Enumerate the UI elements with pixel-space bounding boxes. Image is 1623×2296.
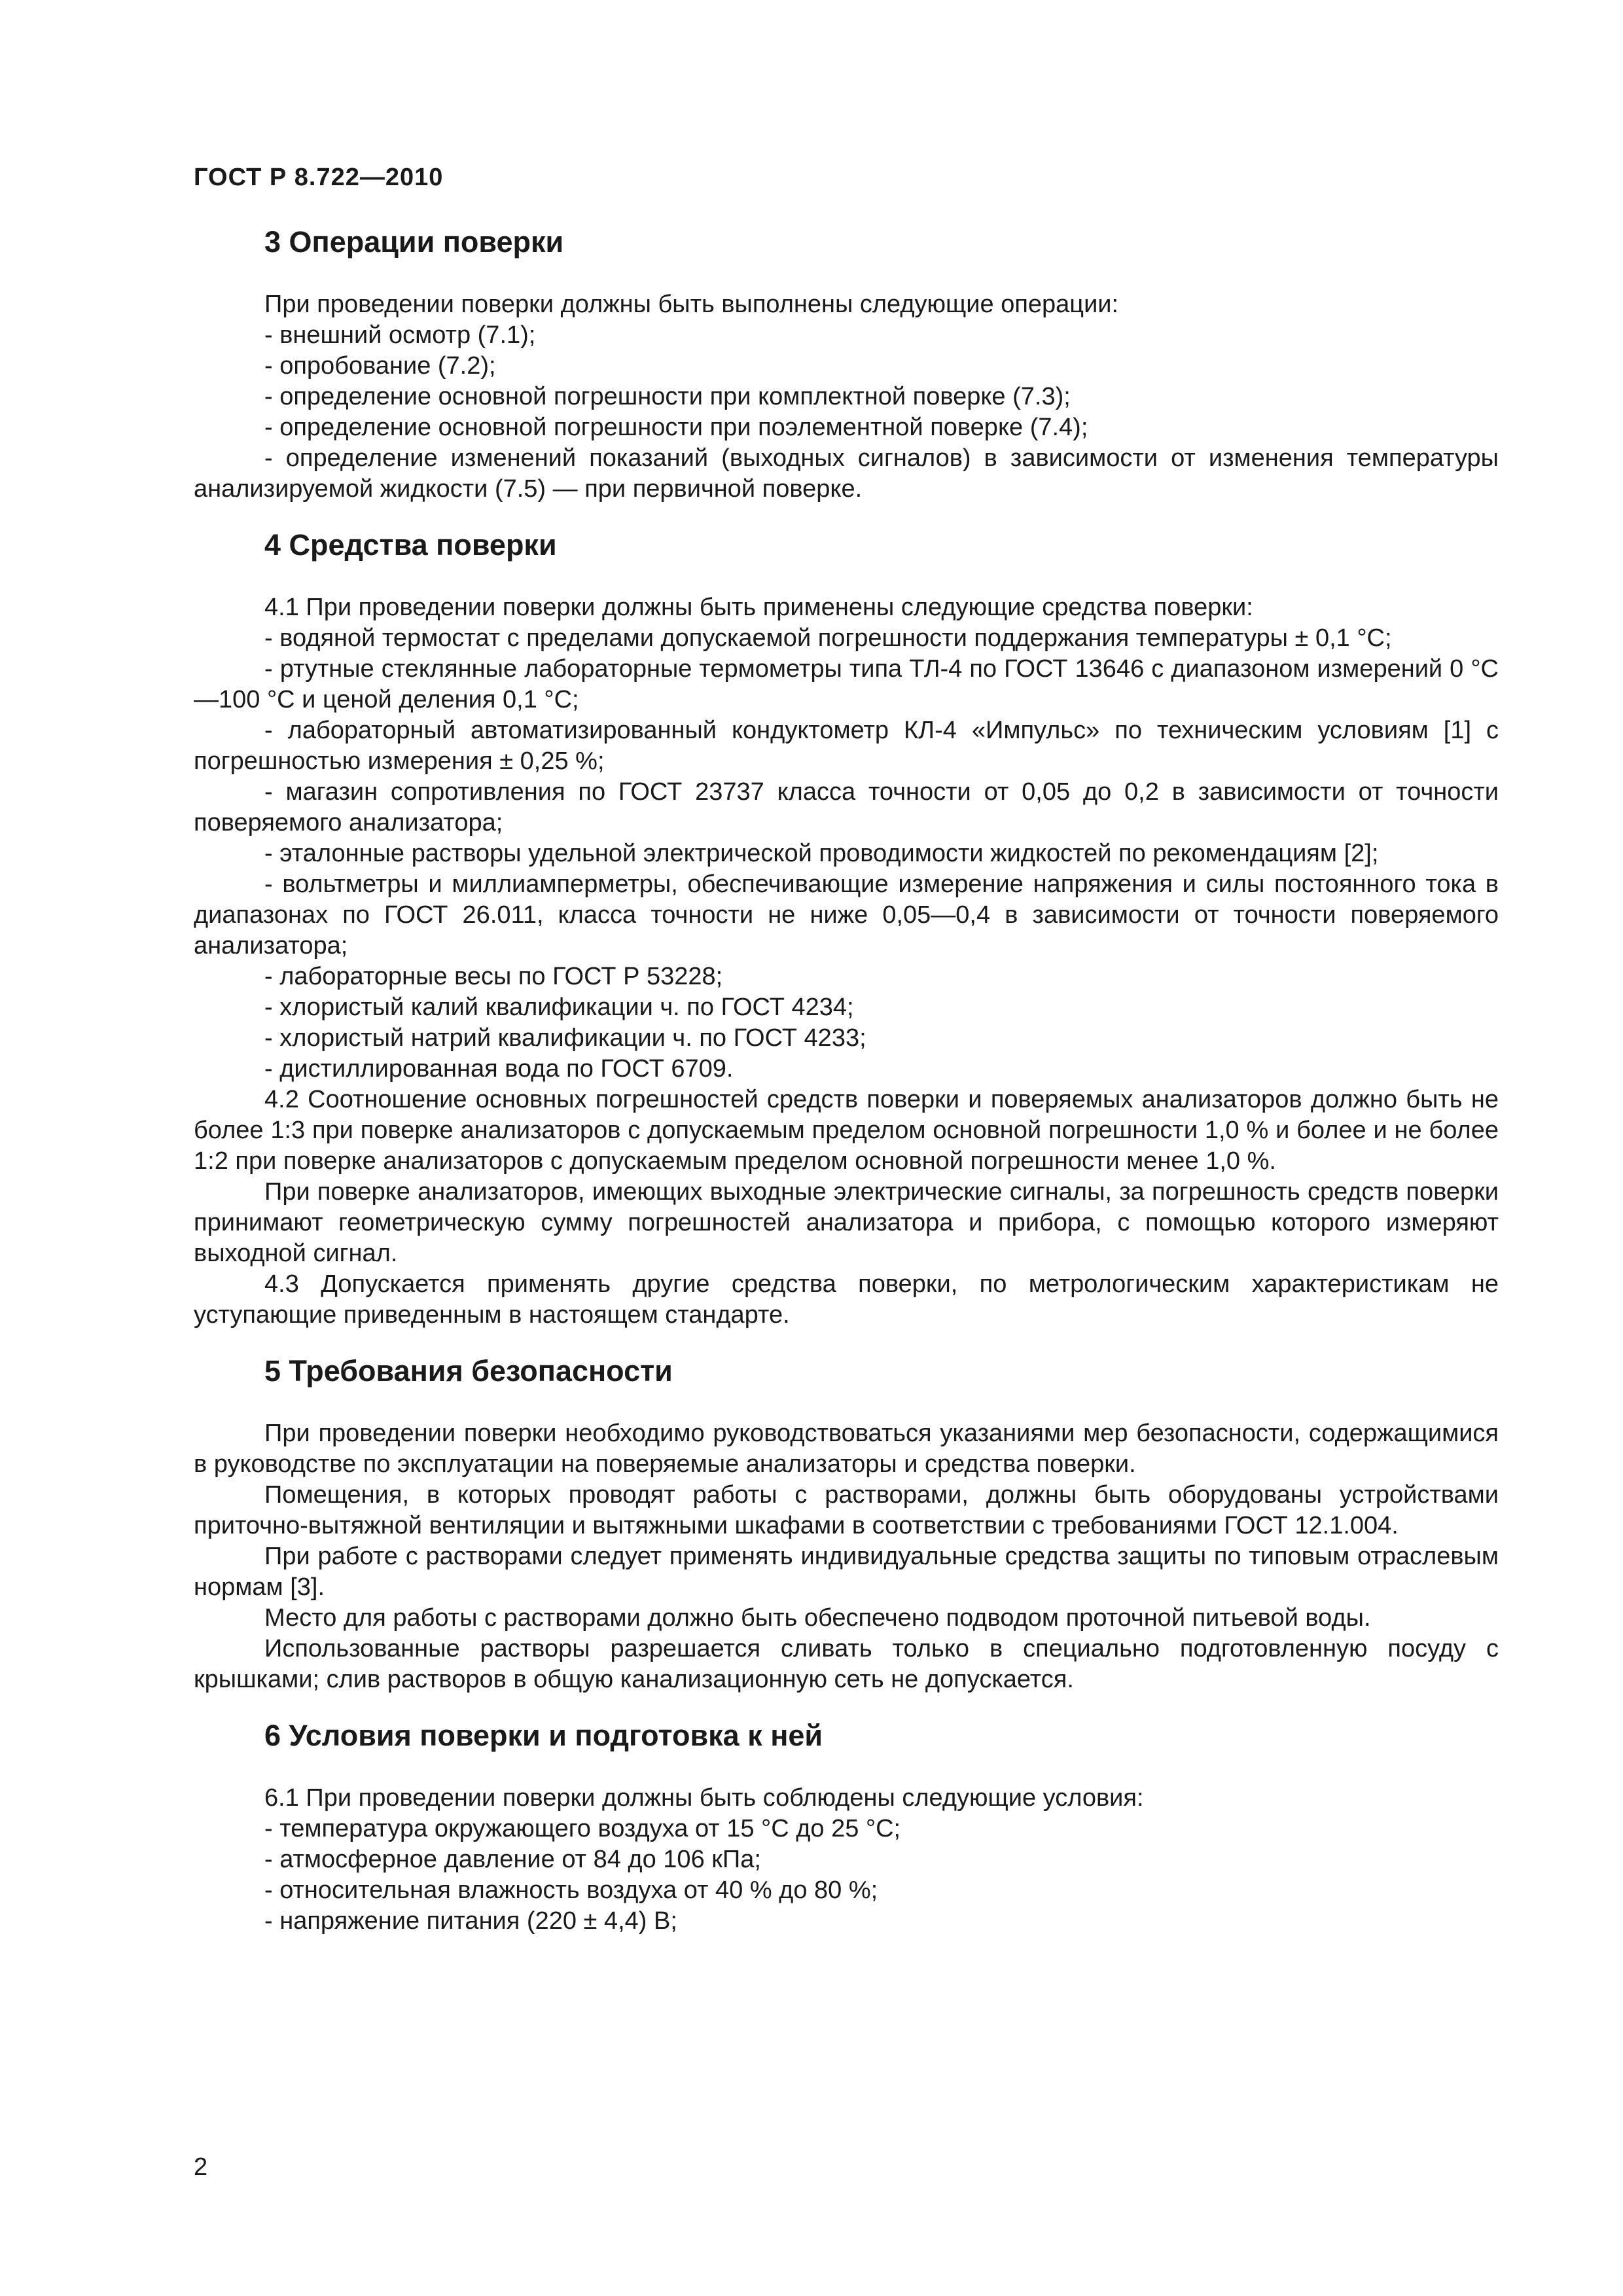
paragraph: Место для работы с растворами должно быть обеспечено подводом проточной питьевой воды. [264, 1604, 1371, 1632]
paragraph: Использованные растворы разрешается сливать только в специально подготовленную посуду с крышками; слив растворов в общую канализационную сеть не допускается. [194, 1635, 1499, 1693]
list-item: - температура окружающего воздуха от 15 °С до 25 °С; [264, 1815, 901, 1842]
paragraph: При проведении поверки должны быть выполнены следующие операции: [264, 291, 1119, 318]
list-item: - лабораторные весы по ГОСТ Р 53228; [264, 963, 723, 990]
page-number: 2 [194, 2153, 208, 2181]
section-title: 5 Требования безопасности [264, 1354, 673, 1388]
paragraph: Помещения, в которых проводят работы с растворами, должны быть оборудованы устройствами приточно-вытяжной вентиляции и вытяжными шкафами в соответствии с требованиями ГОСТ 12.1.004. [194, 1481, 1499, 1539]
list-item: - лабораторный автоматизированный кондуктометр КЛ-4 «Импульс» по техническим условиям [1] с погрешностью измерения ± 0,25 %; [194, 717, 1499, 775]
list-item: - опробование (7.2); [264, 352, 496, 380]
list-item: - ртутные стеклянные лабораторные термометры типа ТЛ-4 по ГОСТ 13646 с диапазоном измерений 0 °С—100 °С и ценой деления 0,1 °С; [194, 655, 1499, 713]
list-item: - относительная влажность воздуха от 40 % до 80 %; [264, 1876, 878, 1904]
section-3-verification-operations [194, 223, 1499, 505]
section-title: 3 Операции поверки [264, 225, 564, 259]
list-item: - магазин сопротивления по ГОСТ 23737 класса точности от 0,05 до 0,2 в зависимости от точности поверяемого анализатора; [194, 778, 1499, 836]
list-item: - определение основной погрешности при поэлементной поверке (7.4); [264, 414, 1088, 441]
list-item: - эталонные растворы удельной электрической проводимости жидкостей по рекомендациям [2]; [264, 840, 1379, 867]
paragraph: 4.3 Допускается применять другие средства поверки, по метрологическим характеристикам не уступающие приведенным в настоящем стандарте. [194, 1270, 1499, 1329]
list-item: - хлористый натрий квалификации ч. по ГОСТ 4233; [264, 1024, 866, 1052]
list-item: - хлористый калий квалификации ч. по ГОСТ 4234; [264, 994, 854, 1021]
list-item: - дистиллированная вода по ГОСТ 6709. [264, 1055, 734, 1083]
section-5-safety-requirements [194, 1352, 1499, 1695]
list-item: - определение изменений показаний (выходных сигналов) в зависимости от изменения температуры анализируемой жидкости (7.5) — при первичной поверке. [194, 444, 1499, 503]
paragraph: 6.1 При проведении поверки должны быть соблюдены следующие условия: [264, 1784, 1144, 1812]
paragraph: При поверке анализаторов, имеющих выходные электрические сигналы, за погрешность средств поверки принимают геометрическую сумму погрешностей анализатора и прибора, с помощью которого измеряют выходной сигнал. [194, 1178, 1499, 1267]
paragraph: При работе с растворами следует применять индивидуальные средства защиты по типовым отраслевым нормам [3]. [194, 1543, 1499, 1601]
document-body [194, 223, 1499, 1958]
list-item: - водяной термостат с пределами допускаемой погрешности поддержания температуры ± 0,1 °С; [264, 624, 1392, 652]
list-item: - вольтметры и миллиамперметры, обеспечивающие измерение напряжения и силы постоянного тока в диапазонах по ГОСТ 26.011, класса точности не ниже 0,05—0,4 в зависимости от точности поверяемого анализатора; [194, 870, 1499, 960]
paragraph: 4.1 При проведении поверки должны быть применены следующие средства поверки: [264, 594, 1253, 621]
paragraph: При проведении поверки необходимо руководствоваться указаниями мер безопасности, содержащимися в руководстве по эксплуатации на поверяемые анализаторы и средства поверки. [194, 1420, 1499, 1478]
section-4-verification-means [194, 526, 1499, 1331]
list-item: - определение основной погрешности при комплектной поверке (7.3); [264, 383, 1071, 410]
section-6-verification-conditions [194, 1716, 1499, 1937]
section-title: 4 Средства поверки [264, 528, 557, 562]
list-item: - внешний осмотр (7.1); [264, 321, 536, 349]
list-item: - напряжение питания (220 ± 4,4) В; [264, 1907, 677, 1935]
document-code-header: ГОСТ Р 8.722—2010 [194, 164, 444, 191]
paragraph: 4.2 Соотношение основных погрешностей средств поверки и поверяемых анализаторов должно быть не более 1:3 при поверке анализаторов с допускаемым пределом основной погрешности 1,0 % и более и не более 1:2 при поверке анализаторов с допускаемым пределом основной погрешности менее 1,0 %. [194, 1086, 1499, 1175]
list-item: - атмосферное давление от 84 до 106 кПа; [264, 1846, 761, 1873]
section-title: 6 Условия поверки и подготовка к ней [264, 1719, 823, 1752]
